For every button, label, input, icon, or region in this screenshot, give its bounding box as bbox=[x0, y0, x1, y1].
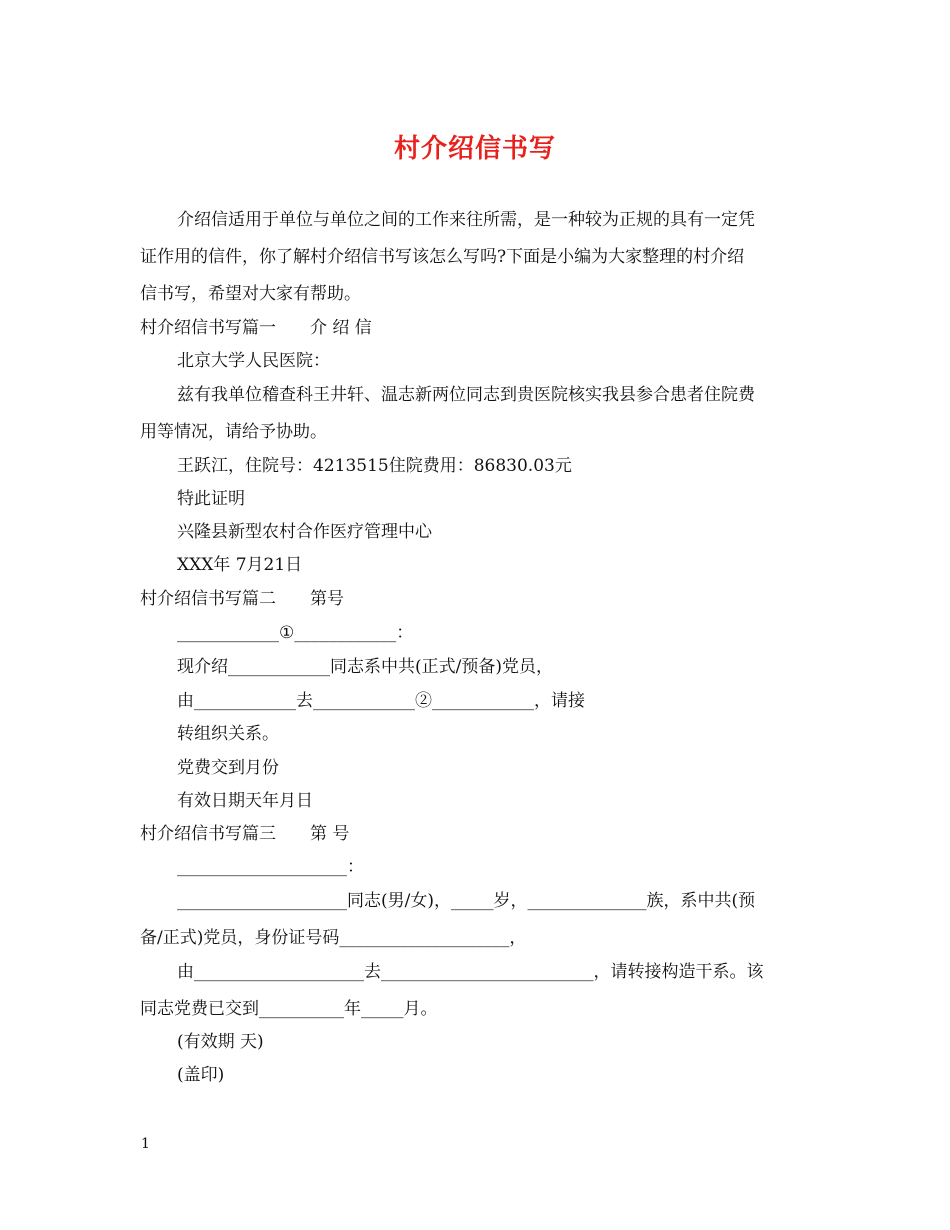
paragraph-line: 北京大学人民医院： bbox=[177, 351, 330, 371]
paragraph-line: ____________________同志(男/女)，_____岁，______________族，系中共(预 bbox=[177, 891, 756, 911]
paragraph-line: XXX年 7月21日 bbox=[177, 555, 303, 575]
paragraph-line: ____________①____________： bbox=[177, 623, 414, 643]
paragraph-line: 转组织关系。 bbox=[177, 724, 279, 744]
paragraph-line: 兹有我单位稽查科王井轩、温志新两位同志到贵医院核实我县参合患者住院费 bbox=[177, 385, 755, 405]
paragraph-line: ____________________： bbox=[177, 857, 364, 877]
paragraph-line: (有效期 天) bbox=[177, 1032, 264, 1052]
paragraph-line: 同志党费已交到__________年_____月。 bbox=[140, 999, 438, 1019]
paragraph-line: 用等情况，请给予协助。 bbox=[140, 422, 327, 442]
section-heading-3: 村介绍信书写篇三 第 号 bbox=[140, 824, 350, 844]
section-heading-1: 村介绍信书写篇一 介 绍 信 bbox=[140, 318, 372, 338]
paragraph-line: (盖印) bbox=[177, 1065, 225, 1085]
paragraph-line: 有效日期天年月日 bbox=[177, 791, 313, 811]
paragraph-line: 备/正式)党员，身份证号码____________________， bbox=[140, 928, 527, 948]
paragraph-line: 特此证明 bbox=[177, 489, 245, 509]
paragraph-line: 党费交到月份 bbox=[177, 758, 279, 778]
page-number: 1 bbox=[141, 1136, 150, 1152]
page-title: 村介绍信书写 bbox=[393, 134, 556, 164]
paragraph-line: 证作用的信件，你了解村介绍信书写该怎么写吗?下面是小编为大家整理的村介绍 bbox=[140, 247, 745, 267]
paragraph-line: 由____________________去_________________________，请转接构造干系。该 bbox=[177, 962, 764, 982]
paragraph-line: 信书写，希望对大家有帮助。 bbox=[140, 284, 361, 304]
paragraph-line: 王跃江，住院号：4213515住院费用：86830.03元 bbox=[177, 456, 572, 476]
paragraph-line: 介绍信适用于单位与单位之间的工作来往所需，是一种较为正规的具有一定凭 bbox=[177, 210, 755, 230]
section-heading-2: 村介绍信书写篇二 第号 bbox=[140, 589, 344, 609]
paragraph-line: 兴隆县新型农村合作医疗管理中心 bbox=[177, 522, 432, 542]
paragraph-line: 现介绍____________同志系中共(正式/预备)党员， bbox=[177, 657, 553, 677]
paragraph-line: 由____________去____________②____________，请接 bbox=[177, 691, 585, 711]
